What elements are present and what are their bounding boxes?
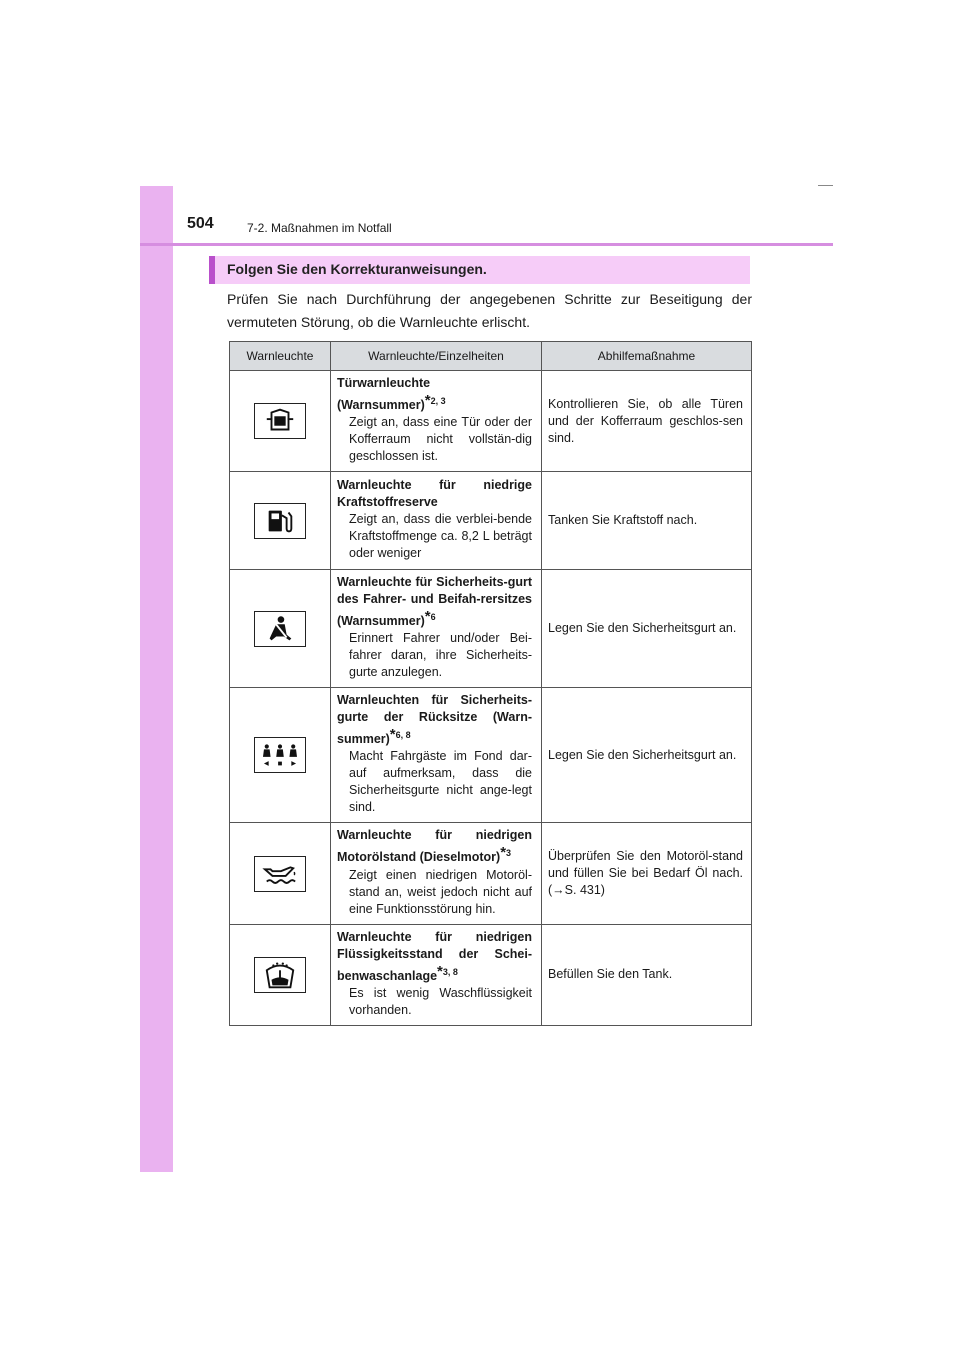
- row-remedy: Legen Sie den Sicherheitsgurt an.: [542, 570, 752, 688]
- column-header-warning: Warnleuchte: [230, 342, 331, 371]
- callout-box: [209, 256, 750, 284]
- page-number: 504: [187, 215, 214, 232]
- row-title: Warnleuchte für niedrigen Flüssigkeitsstand der Schei-benwaschanlage$^{*3, 8}$: [337, 929, 532, 983]
- row-title: Warnleuchte für Sicherheits-gurt des Fahrer- und Beifah-rersitzes (Warnsummer)$^{*6}$: [337, 575, 532, 629]
- row-description: Es ist wenig Waschflüssigkeit vorhanden.: [349, 985, 532, 1017]
- row-title: Warnleuchte für niedrigen Motorölstand (Dieselmotor)$^{*3}$: [337, 828, 532, 865]
- table-header-row: [230, 342, 752, 371]
- row-description: Zeigt an, dass eine Tür oder der Kofferraum nicht vollstän-dig geschlossen ist.: [349, 415, 532, 464]
- corner-mark: [818, 185, 833, 186]
- row-title: Warnleuchten für Sicherheits-gurte der Rücksitze (Warn-summer)$^{*6, 8}$: [337, 693, 532, 747]
- chapter-sidebar: [140, 186, 173, 1172]
- warning-table: [229, 341, 752, 1026]
- column-header-remedy: Abhilfemaßnahme: [542, 342, 752, 371]
- row-remedy: Kontrollieren Sie, ob alle Türen und der Kofferraum geschlos-sen sind.: [542, 371, 752, 472]
- row-remedy: Legen Sie den Sicherheitsgurt an.: [542, 688, 752, 823]
- oil-level-icon: [254, 856, 306, 892]
- row-remedy: Tanken Sie Kraftstoff nach.: [542, 472, 752, 570]
- table-row: [230, 823, 752, 924]
- row-remedy: Überprüfen Sie den Motoröl-stand und füllen Sie bei Bedarf Öl nach. (→S. 431): [542, 823, 752, 924]
- washer-fluid-icon: [254, 957, 306, 993]
- row-title: Türwarnleuchte (Warnsummer)$^{*2, 3}$: [337, 376, 446, 413]
- header-rule: [140, 243, 833, 246]
- seatbelt-icon: [254, 611, 306, 647]
- section-title: 7-2. Maßnahmen im Notfall: [247, 221, 392, 235]
- callout-title: Folgen Sie den Korrekturanweisungen.: [227, 261, 487, 277]
- row-description: Zeigt an, dass die verblei-bende Kraftstoffmenge ca. 8,2 L beträgt oder weniger: [349, 512, 532, 561]
- fuel-pump-icon: [254, 503, 306, 539]
- table-row: [230, 570, 752, 688]
- row-title: Warnleuchte für niedrige Kraftstoffreserve: [337, 478, 532, 510]
- table-row: [230, 924, 752, 1025]
- row-description: Macht Fahrgäste im Fond dar-auf aufmerksam, dass die Sicherheitsgurte nicht ange-legt sind.: [349, 749, 532, 815]
- table-row: [230, 688, 752, 823]
- row-description: Erinnert Fahrer und/oder Bei-fahrer daran, ihre Sicherheits-gurte anzulegen.: [349, 631, 532, 680]
- row-description: Zeigt einen niedrigen Motoröl-stand an, weist jedoch nicht auf eine Funktionsstörung hin.: [349, 867, 532, 916]
- intro-paragraph: Prüfen Sie nach Durchführung der angegebenen Schritte zur Beseitigung der vermuteten Störung, ob die Warnleuchte erlischt.: [227, 291, 752, 330]
- door-open-icon: [254, 403, 306, 439]
- rear-seatbelt-icon: [254, 737, 306, 773]
- row-remedy: Befüllen Sie den Tank.: [542, 924, 752, 1025]
- column-header-details: Warnleuchte/Einzelheiten: [331, 342, 542, 371]
- table-row: [230, 371, 752, 472]
- table-row: [230, 472, 752, 570]
